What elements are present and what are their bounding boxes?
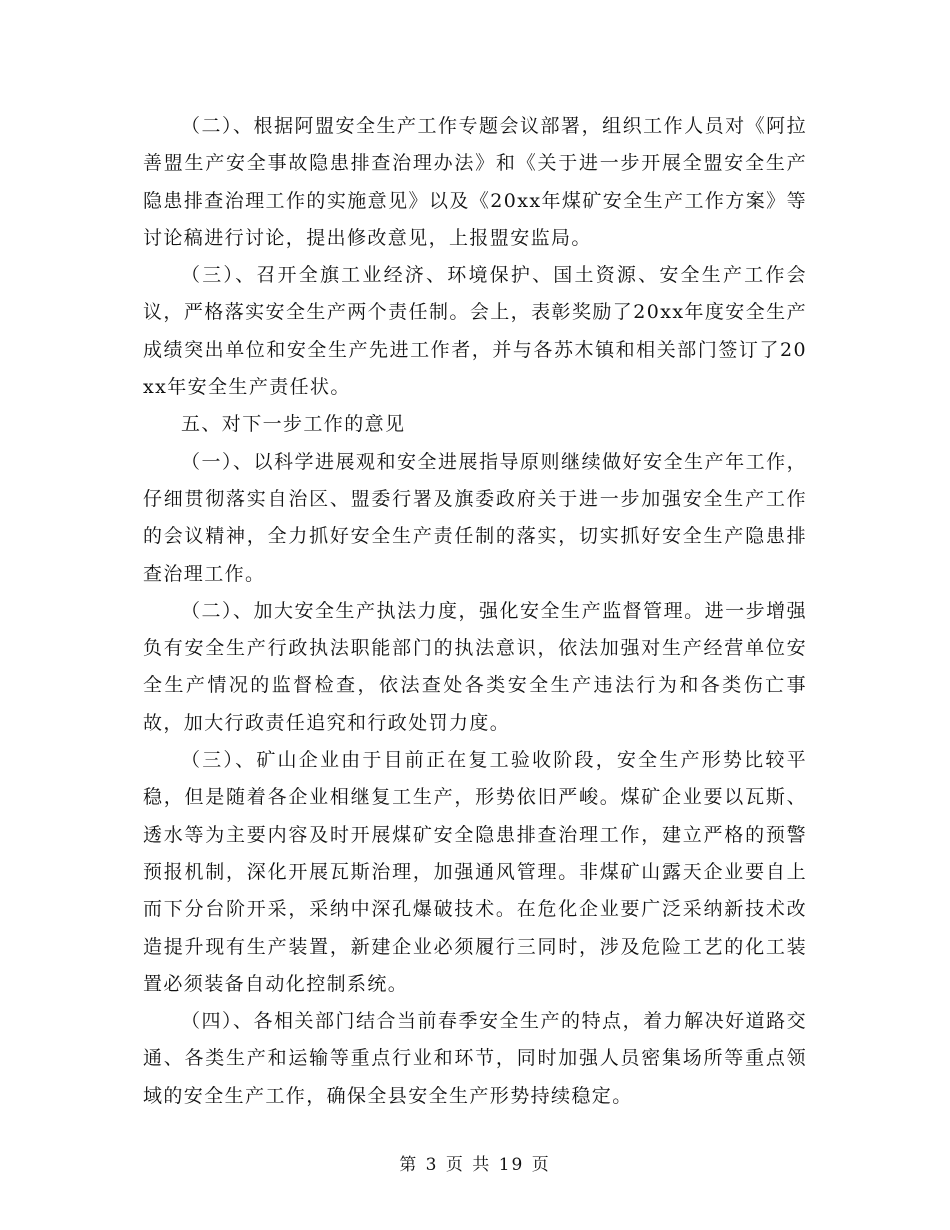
paragraph-item-2: （二）、根据阿盟安全生产工作专题会议部署，组织工作人员对《阿拉善盟生产安全事故隐患排查治理办法》和《关于进一步开展全盟安全生产隐患排查治理工作的实施意见》以及《20xx年煤矿安全生产工作方案》等讨论稿进行讨论，提出修改意见，上报盟安监局。 (143, 115, 807, 249)
page-number-footer: 第 3 页 共 19 页 (399, 1155, 551, 1175)
section-heading-5: 五、对下一步工作的意见 (181, 413, 406, 436)
document-body (143, 108, 807, 1115)
paragraph-suggestion-2: （二）、加大安全生产执法力度，强化安全生产监督管理。进一步增强负有安全生产行政执法职能部门的执法意识，依法加强对生产经营单位安全生产情况的监督检查，依法查处各类安全生产违法行为和各类伤亡事故，加大行政责任追究和行政处罚力度。 (143, 599, 807, 734)
paragraph-suggestion-1: （一）、以科学进展观和安全进展指导原则继续做好安全生产年工作，仔细贯彻落实自治区、盟委行署及旗委政府关于进一步加强安全生产工作的会议精神，全力抓好安全生产责任制的落实，切实抓好安全生产隐患排查治理工作。 (143, 450, 807, 585)
paragraph-item-3: （三）、召开全旗工业经济、环境保护、国土资源、安全生产工作会议，严格落实安全生产两个责任制。会上，表彰奖励了20xx年度安全生产成绩突出单位和安全生产先进工作者，并与各苏木镇和相关部门签订了20xx年安全生产责任状。 (143, 264, 807, 399)
paragraph-suggestion-4: （四）、各相关部门结合当前春季安全生产的特点，着力解决好道路交通、各类生产和运输等重点行业和环节，同时加强人员密集场所等重点领域的安全生产工作，确保全县安全生产形势持续稳定。 (143, 1010, 807, 1107)
paragraph-suggestion-3: （三）、矿山企业由于目前正在复工验收阶段，安全生产形势比较平稳，但是随着各企业相继复工生产，形势依旧严峻。煤矿企业要以瓦斯、透水等为主要内容及时开展煤矿安全隐患排查治理工作，建立严格的预警预报机制，深化开展瓦斯治理，加强通风管理。非煤矿山露天企业要自上而下分台阶开采，采纳中深孔爆破技术。在危化企业要广泛采纳新技术改造提升现有生产装置，新建企业必须履行三同时，涉及危险工艺的化工装置必须装备自动化控制系统。 (143, 749, 807, 995)
